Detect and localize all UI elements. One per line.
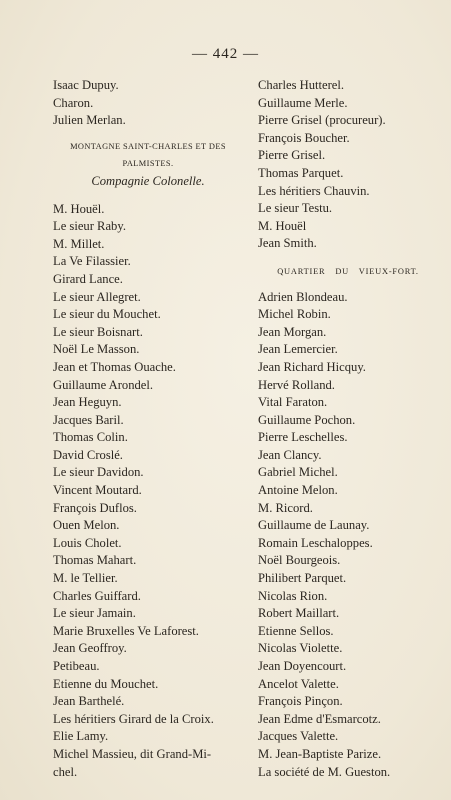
list-entry: Ouen Melon. xyxy=(53,518,120,533)
section-heading-palmistes: PALMISTES. xyxy=(122,159,174,169)
list-entry: Les héritiers Girard de la Croix. xyxy=(53,711,214,726)
page-number: — 442 — xyxy=(192,46,259,62)
list-entry: Jean Edme d'Esmarcotz. xyxy=(258,711,381,726)
left-column xyxy=(53,77,243,781)
list-entry: Robert Maillart. xyxy=(258,606,340,621)
list-entry: Thomas Parquet. xyxy=(258,165,344,180)
list-entry: Jean Heguyn. xyxy=(53,395,122,410)
list-entry: Jean Doyencourt. xyxy=(258,659,347,673)
list-entry: Thomas Colin. xyxy=(53,430,128,445)
list-entry: Nicolas Rion. xyxy=(258,588,328,603)
list-entry: Guillaume Pochon. xyxy=(258,412,356,427)
list-entry: François Duflos. xyxy=(53,500,137,515)
list-entry: Louis Cholet. xyxy=(53,535,122,550)
list-entry: Pierre Grisel (procureur). xyxy=(258,113,386,128)
list-entry: Jean et Thomas Ouache. xyxy=(53,359,176,374)
list-entry: Noël Le Masson. xyxy=(53,342,140,357)
list-entry: Jean Morgan. xyxy=(258,324,327,339)
right-list-bottom xyxy=(258,289,438,782)
list-entry: Guillaume Arondel. xyxy=(53,377,154,392)
list-entry: Gabriel Michel. xyxy=(258,465,338,480)
list-entry: Jean Geoffroy. xyxy=(53,641,127,656)
list-entry: Vital Faraton. xyxy=(258,395,328,410)
list-entry: Hervé Rolland. xyxy=(258,377,335,392)
list-entry: Philibert Parquet. xyxy=(258,571,347,586)
list-entry: Vincent Moutard. xyxy=(53,483,142,498)
list-entry: Noël Bourgeois. xyxy=(258,553,341,568)
list-entry: Jean Lemercier. xyxy=(258,342,338,357)
list-entry: Pierre Leschelles. xyxy=(258,430,348,445)
list-entry: M. Ricord. xyxy=(258,500,313,515)
list-entry: Etienne du Mouchet. xyxy=(53,676,159,691)
list-entry: Le sieur Allegret. xyxy=(53,289,141,304)
list-entry: Thomas Mahart. xyxy=(53,553,137,568)
list-entry: M. Jean-Baptiste Parize. xyxy=(258,746,382,761)
list-entry: Nicolas Violette. xyxy=(258,641,343,656)
list-entry: Michel Massieu, dit Grand-Mi- xyxy=(53,746,212,761)
list-entry: Adrien Blondeau. xyxy=(258,289,348,304)
list-entry: Charles Hutterel. xyxy=(258,78,345,92)
list-entry: Petibeau. xyxy=(53,659,100,673)
list-entry: Charon. xyxy=(53,95,94,110)
list-entry: Isaac Dupuy. xyxy=(53,78,119,92)
section-heading-vieux-fort: QUARTIER DU VIEUX-FORT. xyxy=(277,266,419,276)
list-entry: M. Millet. xyxy=(53,236,105,251)
list-entry: Le sieur Davidon. xyxy=(53,465,144,480)
list-entry: Julien Merlan. xyxy=(53,113,126,128)
list-entry: M. le Tellier. xyxy=(53,571,118,586)
right-list-top xyxy=(258,77,438,253)
list-entry: Guillaume de Launay. xyxy=(258,518,370,533)
list-entry: Le sieur Boisnart. xyxy=(53,324,143,339)
list-entry: Le sieur du Mouchet. xyxy=(53,307,161,322)
list-entry: Jean Clancy. xyxy=(258,447,322,462)
list-entry: Marie Bruxelles Ve Laforest. xyxy=(53,623,199,638)
list-entry: Jean Barthelé. xyxy=(53,694,125,709)
list-entry: La Ve Filassier. xyxy=(53,254,131,269)
left-list-bottom xyxy=(53,201,243,782)
list-entry: Jacques Baril. xyxy=(53,412,124,427)
left-list-top xyxy=(53,77,243,130)
right-column xyxy=(258,77,438,781)
list-entry: La société de M. Gueston. xyxy=(258,764,391,779)
list-entry: Le sieur Jamain. xyxy=(53,606,136,621)
list-entry: chel. xyxy=(53,764,78,779)
list-entry: Girard Lance. xyxy=(53,271,123,286)
list-entry: Le sieur Testu. xyxy=(258,201,333,216)
list-entry: Michel Robin. xyxy=(258,307,331,322)
list-entry: Pierre Grisel. xyxy=(258,148,326,163)
company-heading: Compagnie Colonelle. xyxy=(91,173,205,188)
list-entry: Guillaume Merle. xyxy=(258,95,348,110)
list-entry: Elie Lamy. xyxy=(53,729,109,744)
list-entry: Antoine Melon. xyxy=(258,483,338,498)
list-entry: Ancelot Valette. xyxy=(258,676,339,691)
list-entry: David Croslé. xyxy=(53,447,123,462)
list-entry: Etienne Sellos. xyxy=(258,623,334,638)
list-entry: Romain Leschaloppes. xyxy=(258,535,373,550)
list-entry: Jacques Valette. xyxy=(258,729,339,744)
list-entry: François Pinçon. xyxy=(258,694,343,709)
list-entry: Les héritiers Chauvin. xyxy=(258,183,370,198)
list-entry: François Boucher. xyxy=(258,130,350,145)
list-entry: M. Houël. xyxy=(53,201,105,216)
list-entry: M. Houël xyxy=(258,218,307,233)
list-entry: Jean Richard Hicquy. xyxy=(258,359,366,374)
list-entry: Charles Guiffard. xyxy=(53,588,141,603)
section-heading-montagne: MONTAGNE SAINT-CHARLES ET DES xyxy=(70,141,226,151)
list-entry: Jean Smith. xyxy=(258,236,317,251)
list-entry: Le sieur Raby. xyxy=(53,219,126,234)
